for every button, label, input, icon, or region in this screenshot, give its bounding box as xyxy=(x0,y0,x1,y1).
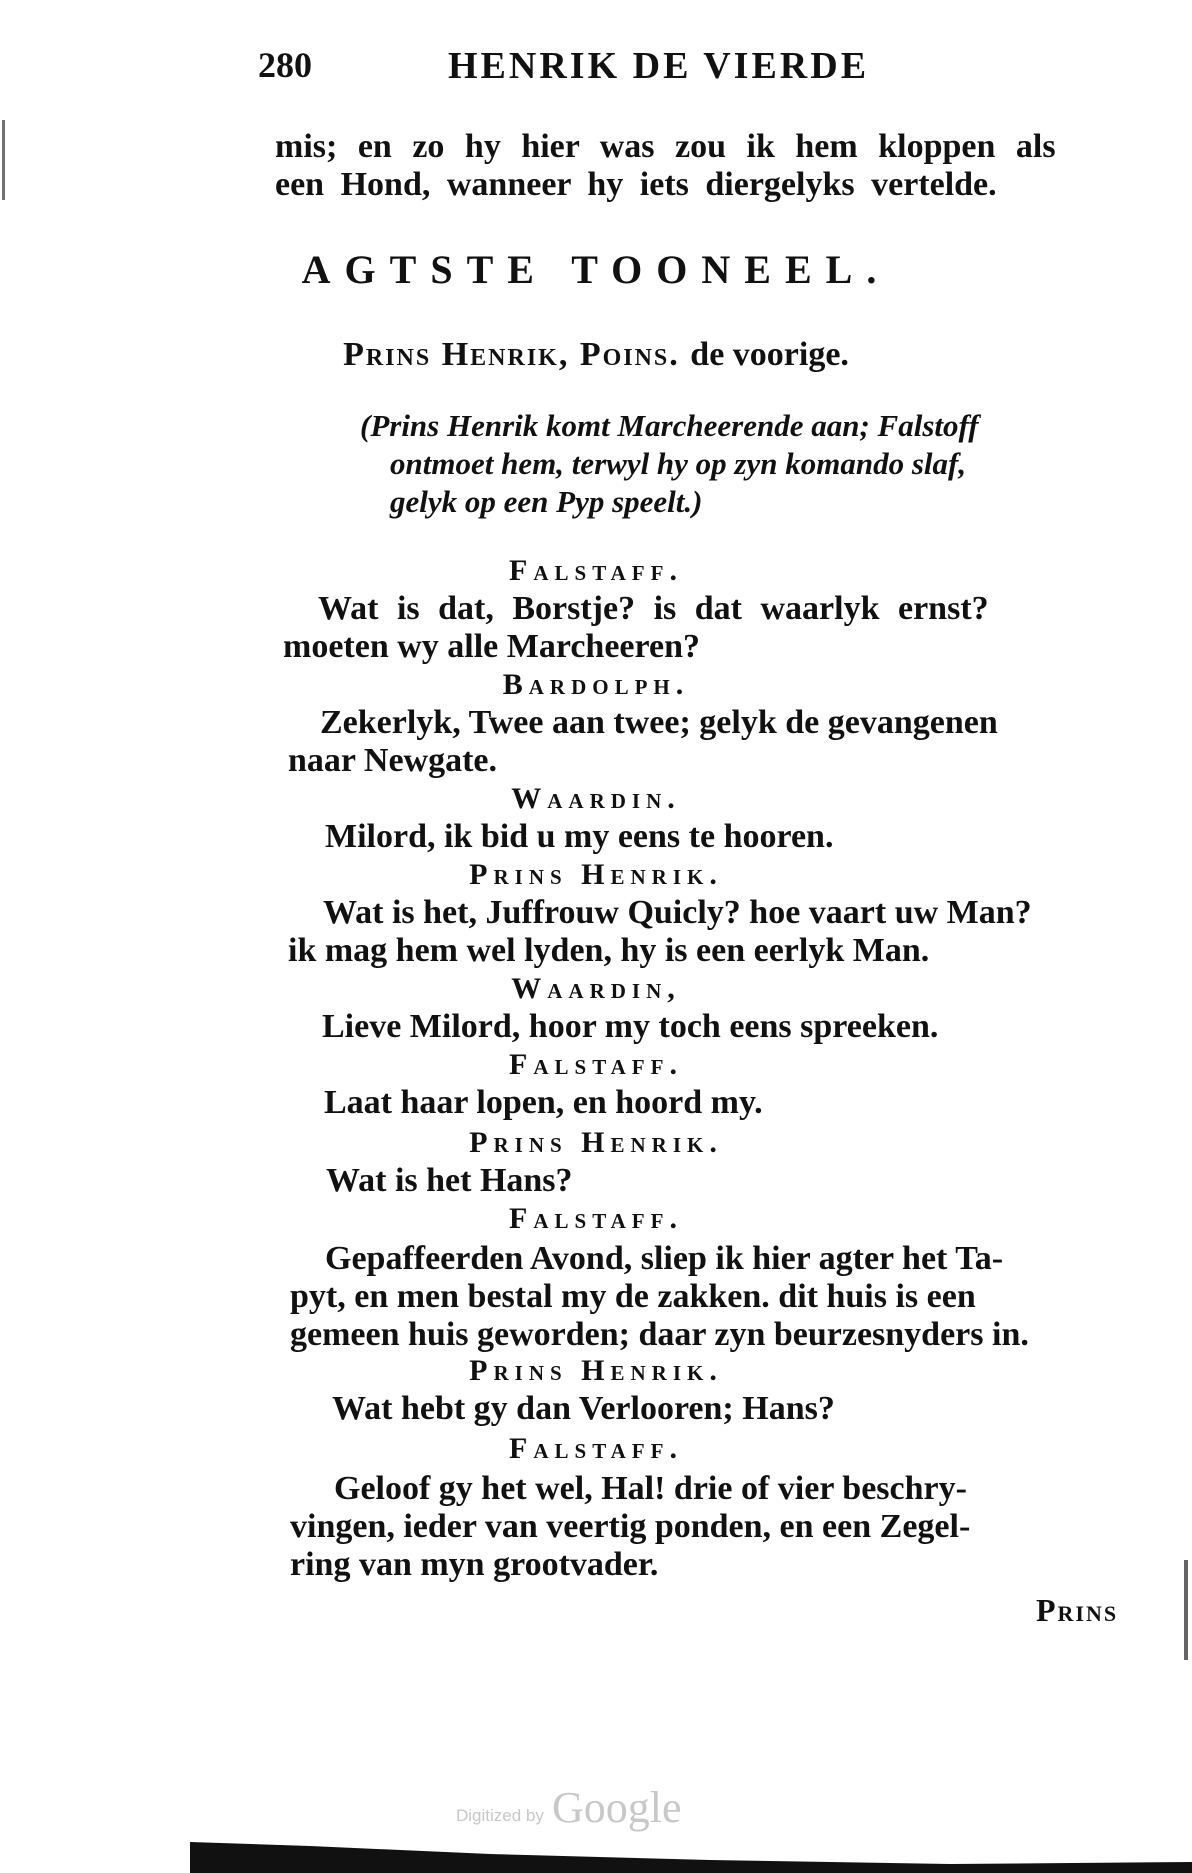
page-number: 280 xyxy=(258,45,312,85)
running-head: HENRIK DE VIERDE xyxy=(448,45,870,87)
dialogue-line: Zekerlyk, Twee aan twee; gelyk de gevangenen xyxy=(320,704,998,741)
page-edge-left xyxy=(2,120,15,200)
dialogue-line: ik mag hem wel lyden, hy is een eerlyk Man. xyxy=(288,932,930,969)
speaker-name: Falstaff. xyxy=(509,1202,683,1235)
speaker-name: Prins Henrik. xyxy=(469,1126,723,1159)
speaker-name: Bardolph. xyxy=(502,668,690,701)
cast-list xyxy=(0,336,1192,374)
dialogue-line: Wat is het, Juffrouw Quicly? hoe vaart uw Man? xyxy=(323,894,1032,931)
dialogue-line: Lieve Milord, hoor my toch eens spreeken. xyxy=(322,1008,939,1045)
dialogue-line: Wat is het Hans? xyxy=(326,1162,573,1199)
watermark-prefix: Digitized by xyxy=(456,1806,544,1825)
page-header xyxy=(258,44,998,94)
digitized-watermark xyxy=(456,1782,706,1842)
speaker-name: Prins Henrik. xyxy=(469,858,723,891)
stage-direction-line: gelyk op een Pyp speelt.) xyxy=(390,484,703,519)
speaker-name: Falstaff. xyxy=(509,1048,683,1081)
dialogue-line: Laat haar lopen, en hoord my. xyxy=(324,1084,763,1121)
dialogue-line: Milord, ik bid u my eens te hooren. xyxy=(325,818,834,855)
dialogue-line: ring van myn grootvader. xyxy=(290,1546,659,1583)
catchword: Prins xyxy=(1036,1592,1119,1628)
dialogue-line: Wat hebt gy dan Verlooren; Hans? xyxy=(332,1390,835,1427)
dialogue-line: vingen, ieder van veertig ponden, en een Zegel- xyxy=(290,1508,971,1545)
text-line: mis; en zo hy hier was zou ik hem kloppen als xyxy=(275,128,1056,165)
cast-names: Prins Henrik, Poins. xyxy=(343,336,680,373)
stage-direction-line: (Prins Henrik komt Marcheerende aan; Falstoff xyxy=(360,408,979,443)
page-edge-right xyxy=(1184,1560,1188,1660)
dialogue-line: Geloof gy het wel, Hal! drie of vier beschry- xyxy=(334,1470,967,1507)
speaker-name: Falstaff. xyxy=(509,1432,683,1465)
dialogue-line: Wat is dat, Borstje? is dat waarlyk ernst? xyxy=(318,590,989,627)
dialogue-line: Gepaffeerden Avond, sliep ik hier agter het Ta- xyxy=(325,1240,1004,1277)
stage-direction-line: ontmoet hem, terwyl hy op zyn komando slaf, xyxy=(390,446,967,481)
dialogue-line: naar Newgate. xyxy=(288,742,497,779)
speaker-name: Falstaff. xyxy=(509,554,683,587)
google-logo: Google xyxy=(552,1783,682,1832)
dialogue-line: gemeen huis geworden; daar zyn beurzesnyders in. xyxy=(290,1316,1029,1353)
text-line: een Hond, wanneer hy iets diergelyks vertelde. xyxy=(275,166,997,203)
dialogue-line: pyt, en men bestal my de zakken. dit huis is een xyxy=(290,1278,976,1315)
dialogue-line: moeten wy alle Marcheeren? xyxy=(283,628,700,665)
page-bottom-edge xyxy=(190,1838,1192,1873)
speaker-name: Prins Henrik. xyxy=(469,1354,723,1387)
speaker-name: Waardin, xyxy=(511,972,681,1005)
scene-title: AGTSTE TOONEEL. xyxy=(301,247,891,292)
cast-rest: de voorige. xyxy=(690,336,849,373)
speaker-name: Waardin. xyxy=(511,782,681,815)
